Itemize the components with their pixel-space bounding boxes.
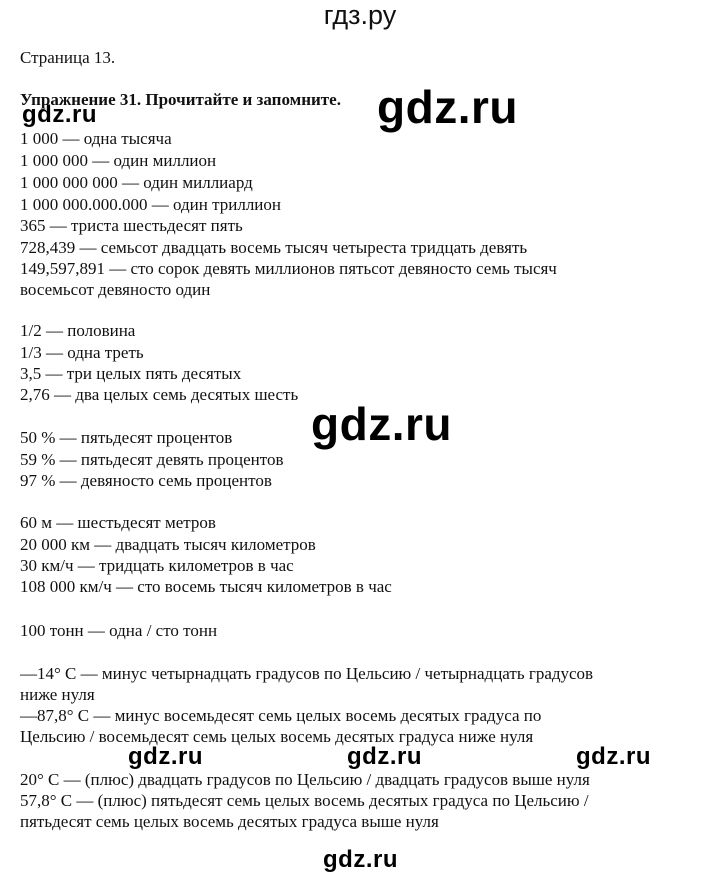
text-line-number: 1 000 000.000.000 — один триллион <box>20 195 282 214</box>
text-line-fraction: 2,76 — два целых семь десятых шесть <box>20 385 299 404</box>
text-line-temperature: —87,8° С — минус восемьдесят семь целых восемь десятых градуса по <box>20 706 542 725</box>
text-line-number: 365 — триста шестьдесят пять <box>20 216 243 235</box>
text-line-number: 1 000 000 — один миллион <box>20 151 217 170</box>
watermark-logo: gdz.ru <box>347 743 422 770</box>
text-line-percent: 97 % — девяносто семь процентов <box>20 471 272 490</box>
text-line-number: 728,439 — семьсот двадцать восемь тысяч четыреста тридцать девять <box>20 238 528 257</box>
text-line-percent: 50 % — пятьдесят процентов <box>20 428 233 447</box>
text-line-temperature: 20° С — (плюс) двадцать градусов по Цельсию / двадцать градусов выше нуля <box>20 770 590 789</box>
exercise-heading: Упражнение 31. Прочитайте и запомните. <box>20 90 341 109</box>
text-line-distance: 30 км/ч — тридцать километров в час <box>20 556 294 575</box>
watermark-logo: gdz.ru <box>576 743 651 770</box>
text-line-number: восемьсот девяносто один <box>20 280 211 299</box>
watermark-logo: gdz.ru <box>128 743 203 770</box>
text-line-distance: 20 000 км — двадцать тысяч километров <box>20 535 316 554</box>
text-line-fraction: 3,5 — три целых пять десятых <box>20 364 242 383</box>
text-line-fraction: 1/2 — половина <box>20 321 136 340</box>
text-line-fraction: 1/3 — одна треть <box>20 343 144 362</box>
text-line-temperature: 57,8° С — (плюс) пятьдесят семь целых восемь десятых градуса по Цельсию / <box>20 791 589 810</box>
text-line-number: 1 000 000 000 — один миллиард <box>20 173 253 192</box>
site-brand-header: гдз.ру <box>323 0 397 30</box>
watermark-logo: gdz.ru <box>311 398 452 450</box>
text-line-temperature: пятьдесят семь целых восемь десятых градуса выше нуля <box>20 812 439 831</box>
text-line-percent: 59 % — пятьдесят девять процентов <box>20 450 284 469</box>
text-line-temperature: —14° С — минус четырнадцать градусов по Цельсию / четырнадцать градусов <box>20 664 594 683</box>
text-line-number: 1 000 — одна тысяча <box>20 129 172 148</box>
watermark-logo: gdz.ru <box>377 81 518 133</box>
page-number-label: Страница 13. <box>20 48 116 67</box>
text-line-distance: 60 м — шестьдесят метров <box>20 513 216 532</box>
watermark-logo: gdz.ru <box>22 101 97 128</box>
text-line-number: 149,597,891 — сто сорок девять миллионов пятьсот девяносто семь тысяч <box>20 259 557 278</box>
text-line-temperature: ниже нуля <box>20 685 95 704</box>
text-line-weight: 100 тонн — одна / сто тонн <box>20 621 218 640</box>
text-line-distance: 108 000 км/ч — сто восемь тысяч километров в час <box>20 577 392 596</box>
watermark-logo: gdz.ru <box>323 846 398 873</box>
text-line-temperature: Цельсию / восемьдесят семь целых восемь десятых градуса ниже нуля <box>20 727 534 746</box>
